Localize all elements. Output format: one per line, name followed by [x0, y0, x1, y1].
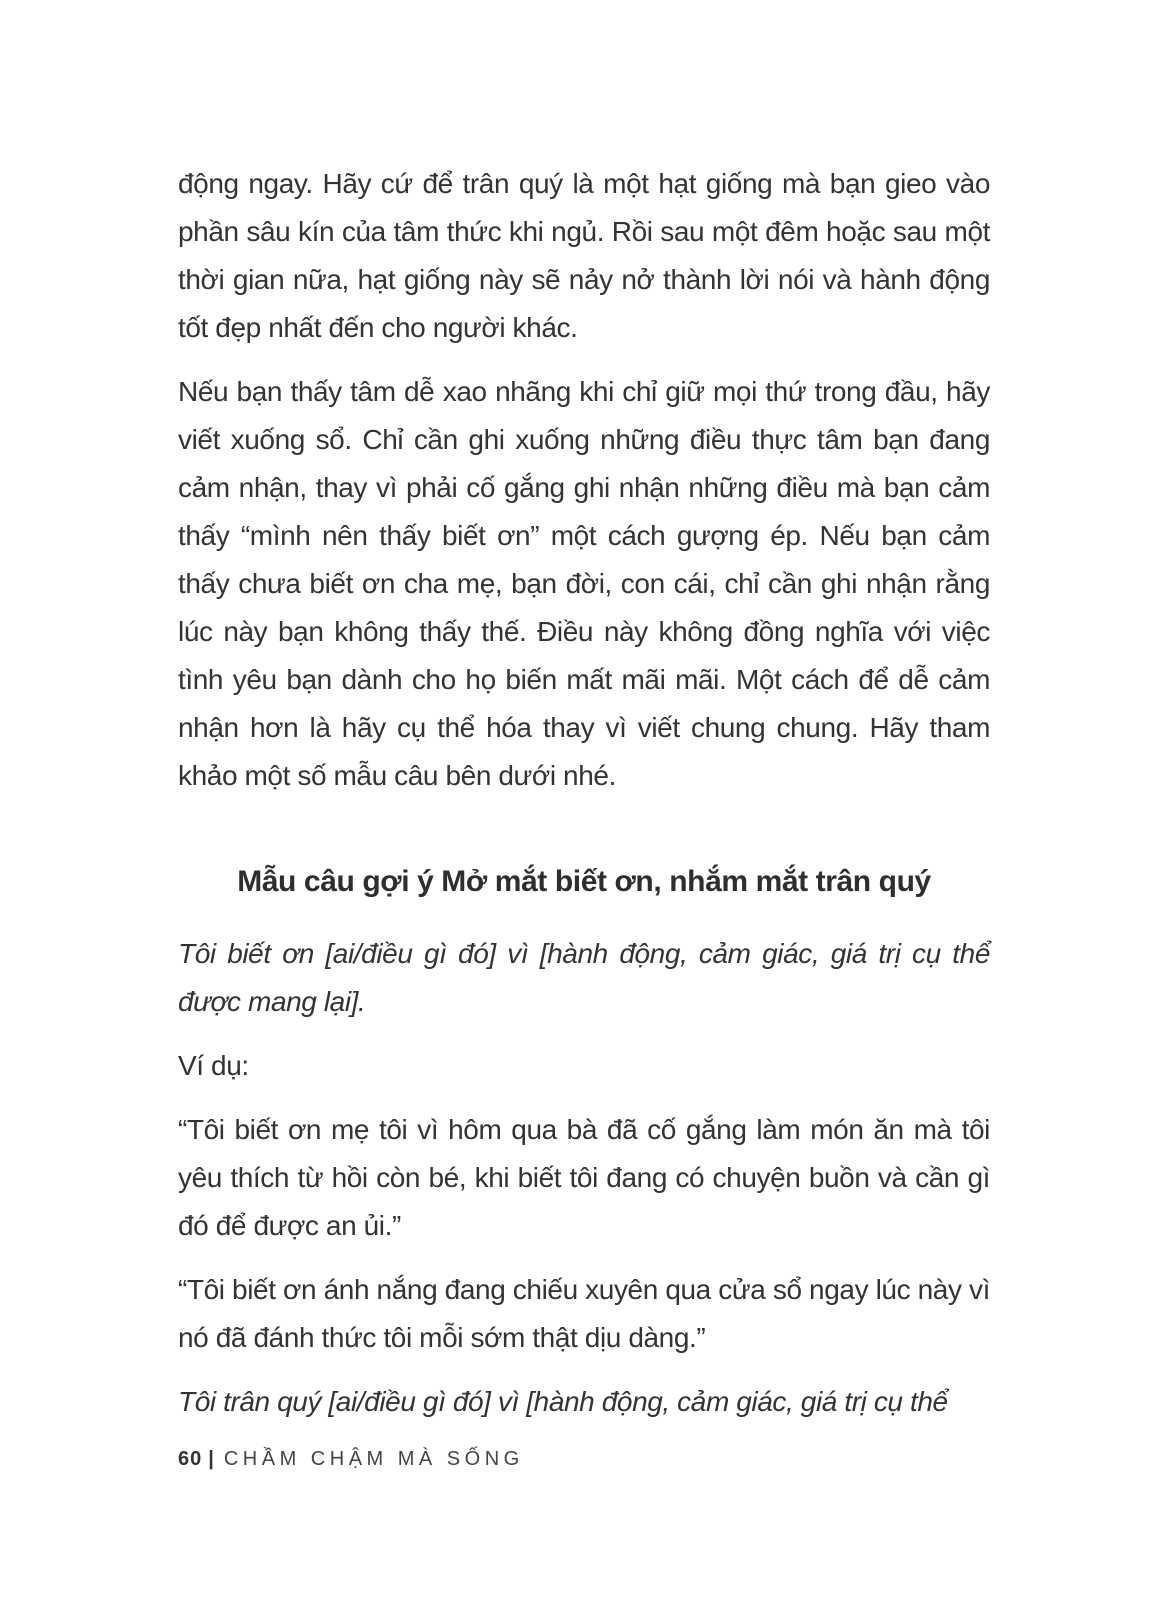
template-sentence-cherish: Tôi trân quý [ai/điều gì đó] vì [hành động, cảm giác, giá trị cụ thể: [178, 1386, 948, 1417]
footer-divider: |: [208, 1448, 214, 1470]
body-paragraph-2: Nếu bạn thấy tâm dễ xao nhãng khi chỉ giữ mọi thứ trong đầu, hãy viết xuống sổ. Chỉ cần ghi xuống những điều thực tâm bạn đang cảm nhận, thay vì phải cố gắng ghi nhận những điều mà bạn cảm thấy “mình nên thấy biết ơn” một cách gượng ép. Nếu bạn cảm thấy chưa biết ơn cha mẹ, bạn đời, con cái, chỉ cần ghi nhận rằng lúc này bạn không thấy thế. Điều này không đồng nghĩa với việc tình yêu bạn dành cho họ biến mất mãi mãi. Một cách để dễ cảm nhận hơn là hãy cụ thể hóa thay vì viết chung chung. Hãy tham khảo một số mẫu câu bên dưới nhé.: [178, 376, 990, 791]
example-label: Ví dụ:: [178, 1050, 249, 1081]
template-sentence-gratitude: Tôi biết ơn [ai/điều gì đó] vì [hành động, cảm giác, giá trị cụ thể được mang lại].: [178, 938, 990, 1017]
page-footer: [178, 1444, 524, 1474]
example-quote-sunlight: “Tôi biết ơn ánh nắng đang chiếu xuyên qua cửa sổ ngay lúc này vì nó đã đánh thức tôi mỗi sớm thật dịu dàng.”: [178, 1274, 990, 1353]
body-paragraph-1: động ngay. Hãy cứ để trân quý là một hạt giống mà bạn gieo vào phần sâu kín của tâm thức khi ngủ. Rồi sau một đêm hoặc sau một thời gian nữa, hạt giống này sẽ nảy nở thành lời nói và hành động tốt đẹp nhất đến cho người khác.: [178, 168, 990, 343]
example-quote-mother: “Tôi biết ơn mẹ tôi vì hôm qua bà đã cố gắng làm món ăn mà tôi yêu thích từ hồi còn bé, khi biết tôi đang có chuyện buồn và cần gì đó để được an ủi.”: [178, 1114, 990, 1241]
page-number: 60: [178, 1448, 203, 1470]
section-heading: Mẫu câu gợi ý Mở mắt biết ơn, nhắm mắt trân quý: [237, 865, 931, 898]
book-page-content: [178, 160, 990, 1426]
book-title: CHẦM CHẬM MÀ SỐNG: [223, 1448, 524, 1470]
